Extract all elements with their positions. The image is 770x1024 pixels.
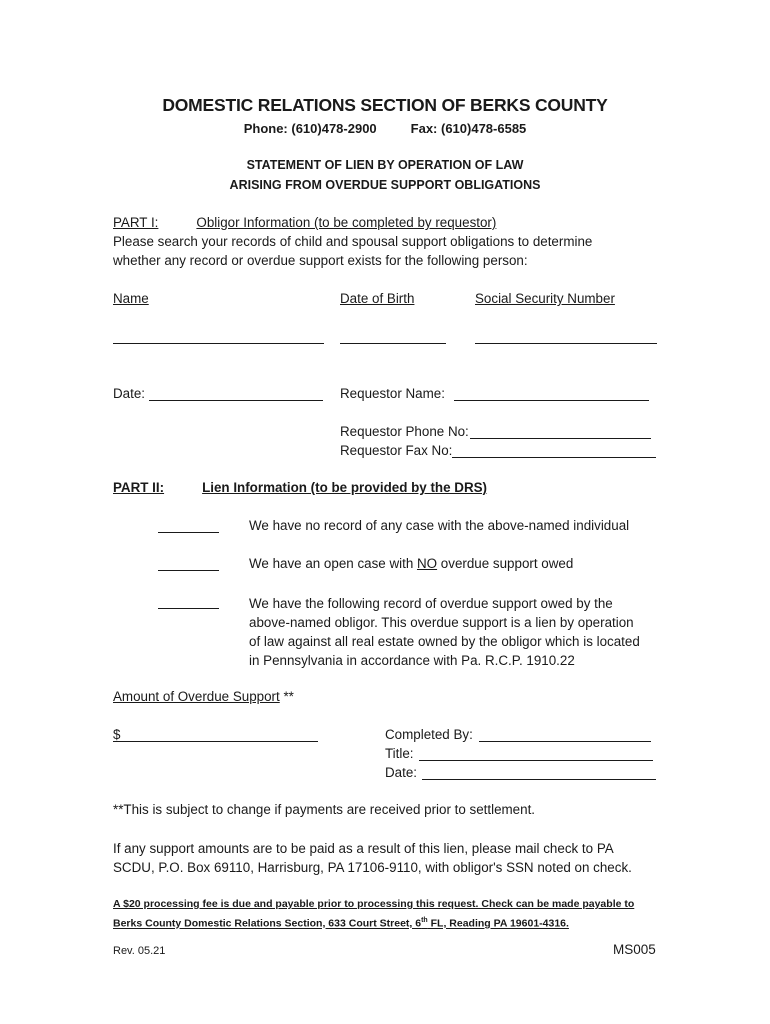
mail-instructions bbox=[113, 839, 632, 877]
part2-heading-text: Lien Information (to be provided by the DRS) bbox=[202, 480, 488, 495]
ssn-field[interactable] bbox=[475, 343, 657, 344]
fee-line2-post: FL, Reading PA 19601-4316. bbox=[427, 917, 569, 930]
option3-line2: above-named obligor. This overdue support is a lien by operation bbox=[249, 615, 634, 630]
option3-line1: We have the following record of overdue support owed by the bbox=[249, 596, 613, 611]
option3-line3: of law against all real estate owned by the obligor which is located bbox=[249, 634, 640, 649]
fax-number: Fax: (610)478-6585 bbox=[410, 121, 527, 136]
part2-heading bbox=[113, 480, 487, 495]
title-field[interactable] bbox=[419, 760, 653, 761]
revision-label: Rev. 05.21 bbox=[113, 945, 166, 957]
part1-label: PART I: bbox=[113, 215, 159, 230]
part2-label: PART II: bbox=[113, 480, 165, 495]
option1-check-line[interactable] bbox=[158, 532, 219, 533]
mail-line2: SCDU, P.O. Box 69110, Harrisburg, PA 17106-9110, with obligor's SSN noted on check. bbox=[113, 860, 632, 875]
requestor-phone-field[interactable] bbox=[470, 438, 651, 439]
option2-text bbox=[249, 556, 573, 571]
requestor-fax-label: Requestor Fax No: bbox=[340, 443, 453, 458]
option2-no: NO bbox=[416, 556, 438, 571]
date-label: Date: bbox=[113, 386, 146, 401]
option1-text: We have no record of any case with the above-named individual bbox=[249, 518, 630, 533]
requestor-fax-field[interactable] bbox=[452, 457, 656, 458]
part1-intro-line1: Please search your records of child and spousal support obligations to determine bbox=[113, 234, 593, 249]
dob-column-label: Date of Birth bbox=[340, 291, 415, 306]
option2-pre: We have an open case with bbox=[249, 556, 417, 571]
part1-heading bbox=[113, 215, 496, 230]
title-label: Title: bbox=[385, 746, 414, 761]
option3-line4: in Pennsylvania in accordance with Pa. R.C.P. 1910.22 bbox=[249, 653, 575, 668]
option2-check-line[interactable] bbox=[158, 570, 219, 571]
completed-by-field[interactable] bbox=[479, 741, 651, 742]
statement-title-line2: ARISING FROM OVERDUE SUPPORT OBLIGATIONS bbox=[229, 178, 541, 192]
ssn-column-label: Social Security Number bbox=[475, 291, 615, 306]
page-title: DOMESTIC RELATIONS SECTION OF BERKS COUNTY bbox=[162, 95, 608, 115]
option3-text bbox=[249, 594, 640, 670]
name-field[interactable] bbox=[113, 343, 324, 344]
part1-heading-text: Obligor Information (to be completed by requestor) bbox=[196, 215, 497, 230]
fee-line1: A $20 processing fee is due and payable prior to processing this request. Check can be made payable to bbox=[113, 898, 635, 910]
change-note: **This is subject to change if payments are received prior to settlement. bbox=[113, 802, 536, 817]
amount-label: Amount of Overdue Support bbox=[113, 689, 280, 704]
fee-line2 bbox=[113, 912, 569, 933]
dob-field[interactable] bbox=[340, 343, 446, 344]
amount-heading bbox=[113, 689, 294, 704]
requestor-name-label: Requestor Name: bbox=[340, 386, 445, 401]
statement-title-line1: STATEMENT OF LIEN BY OPERATION OF LAW bbox=[246, 158, 524, 172]
requestor-phone-label: Requestor Phone No: bbox=[340, 424, 469, 439]
dollar-sign: $ bbox=[113, 727, 121, 742]
phone-number: Phone: (610)478-2900 bbox=[243, 121, 377, 136]
fee-line2-sup: th bbox=[421, 917, 428, 924]
name-column-label: Name bbox=[113, 291, 149, 306]
date-field[interactable] bbox=[149, 400, 323, 401]
option2-post: overdue support owed bbox=[437, 556, 574, 571]
option3-check-line[interactable] bbox=[158, 608, 219, 609]
part1-intro-line2: whether any record or overdue support exists for the following person: bbox=[113, 253, 528, 268]
amount-field[interactable] bbox=[113, 741, 318, 742]
completed-by-label: Completed By: bbox=[385, 727, 473, 742]
contact-line bbox=[0, 121, 770, 136]
amount-stars: ** bbox=[279, 689, 294, 704]
fee-line2-pre: Berks County Domestic Relations Section, 633 Court Street, 6 bbox=[113, 917, 422, 930]
completed-date-field[interactable] bbox=[422, 779, 656, 780]
requestor-name-field[interactable] bbox=[454, 400, 649, 401]
completed-date-label: Date: bbox=[385, 765, 418, 780]
mail-line1: If any support amounts are to be paid as a result of this lien, please mail check to PA bbox=[113, 841, 614, 856]
form-number: MS005 bbox=[613, 942, 656, 957]
